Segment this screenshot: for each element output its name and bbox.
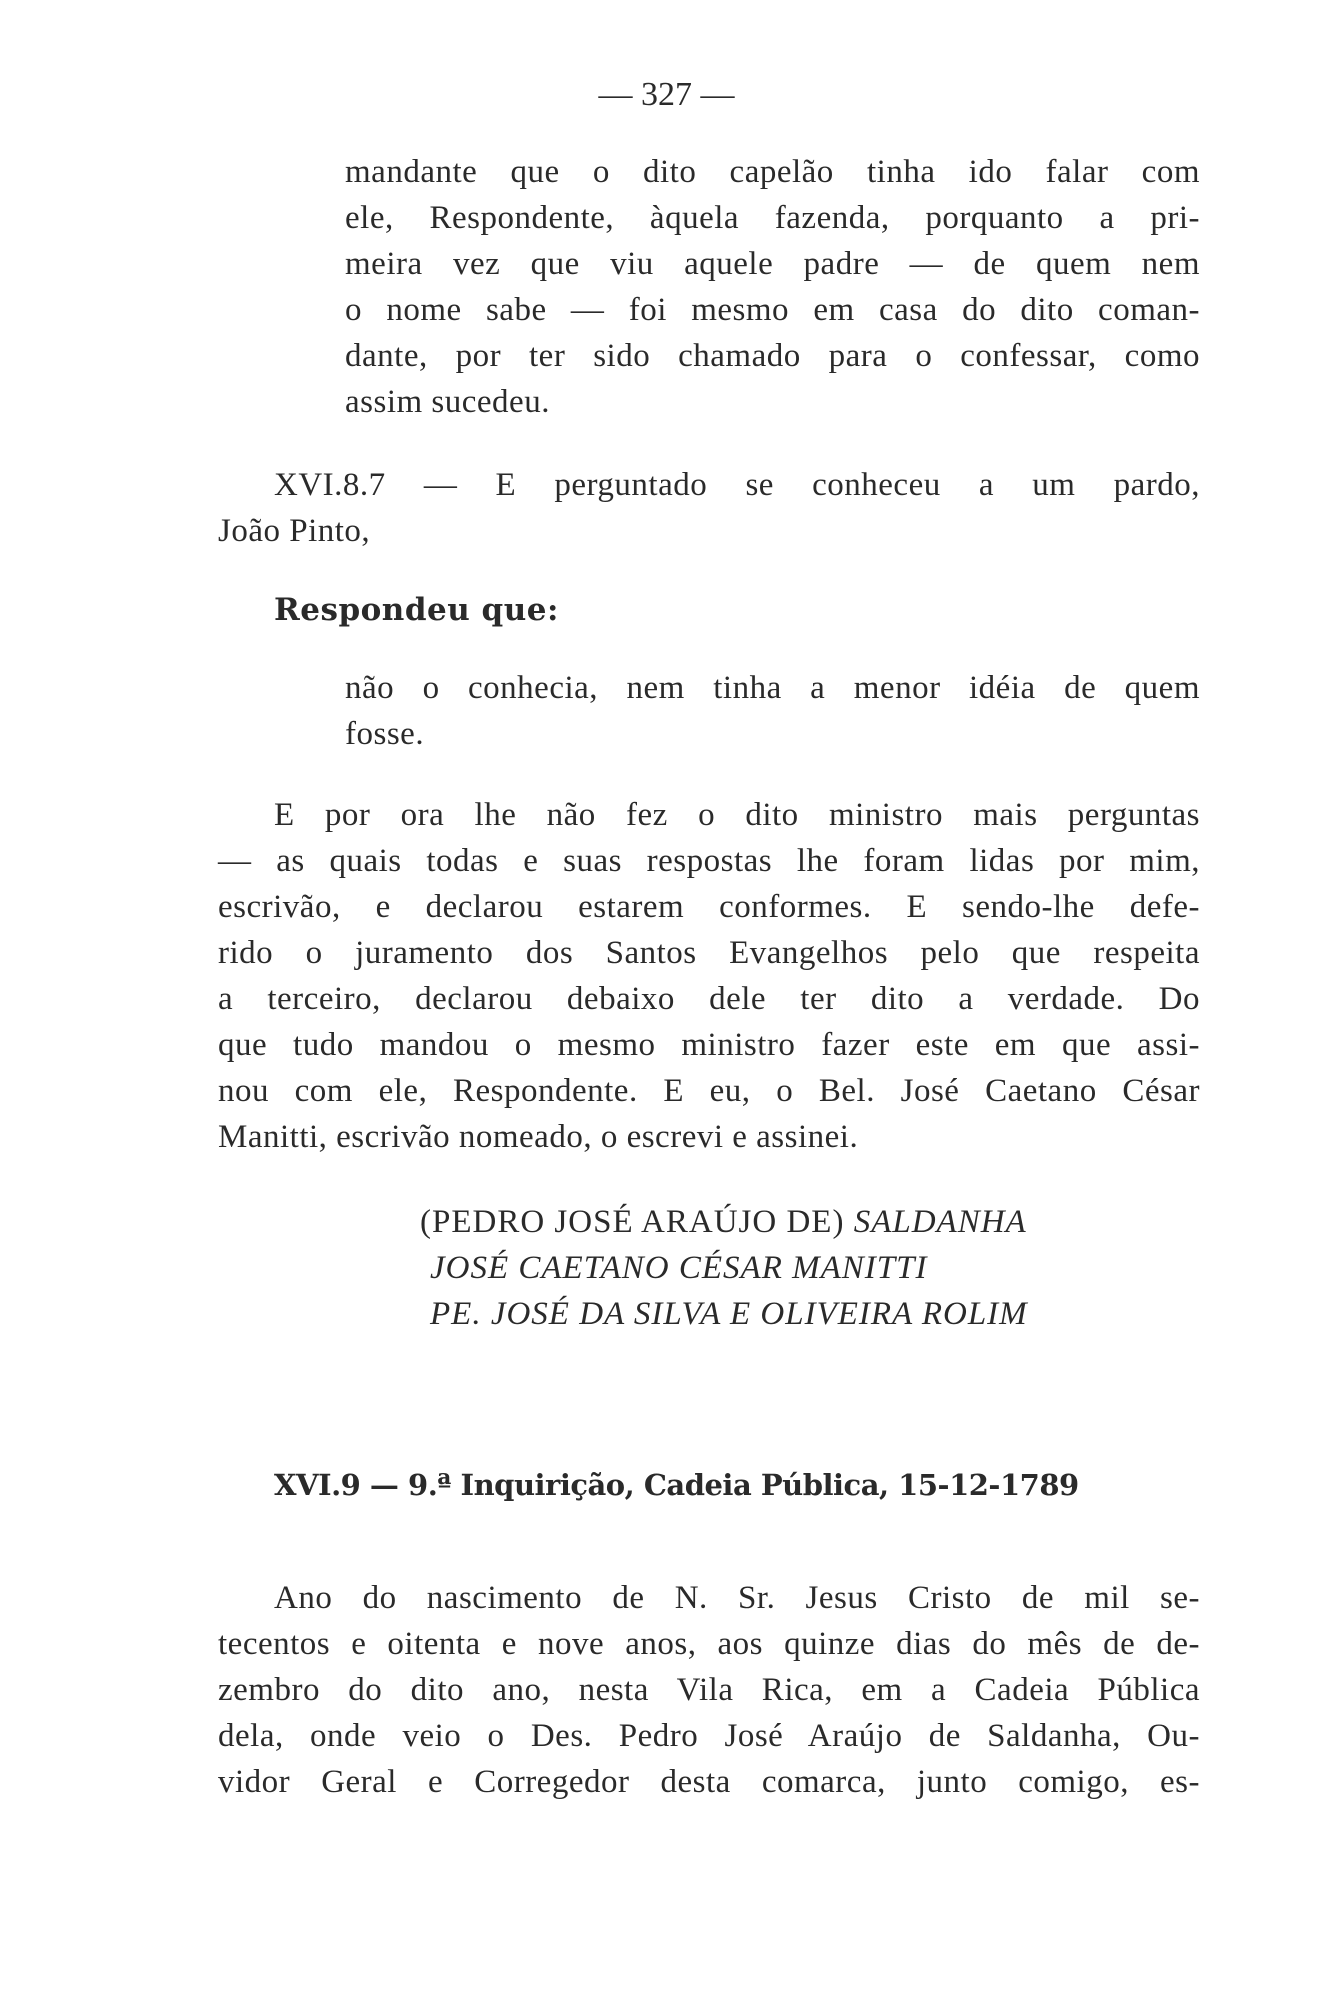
answer-line: fosse. (345, 716, 425, 752)
text-line: ele, Respondente, àquela fazenda, porquanto a pri- (345, 200, 1200, 236)
text-line: mandante que o dito capelão tinha ido falar com (345, 154, 1200, 190)
signature-rolim: PE. JOSÉ DA SILVA E OLIVEIRA ROLIM (430, 1296, 1028, 1332)
question-line: João Pinto, (218, 513, 371, 549)
text-line: E por ora lhe não fez o dito ministro mais perguntas (274, 797, 1200, 833)
text-line: vidor Geral e Corregedor desta comarca, junto comigo, es- (218, 1764, 1200, 1800)
text-line: meira vez que viu aquele padre — de quem nem (345, 246, 1200, 282)
page-number: — 327 — (598, 76, 735, 113)
signature-name: SALDANHA (853, 1204, 1027, 1240)
text-line: — as quais todas e suas respostas lhe foram lidas por mim, (218, 843, 1200, 879)
text-line: escrivão, e declarou estarem conformes. E sendo-lhe defe- (218, 889, 1200, 925)
text-line: a terceiro, declarou debaixo dele ter dito a verdade. Do (218, 981, 1200, 1017)
question-line: XVI.8.7 — E perguntado se conheceu a um pardo, (274, 467, 1200, 503)
text-line: dela, onde veio o Des. Pedro José Araújo de Saldanha, Ou- (218, 1718, 1200, 1754)
text-line: dante, por ter sido chamado para o confessar, como (345, 338, 1200, 374)
answer-label: Respondeu que: (274, 592, 559, 628)
text-line: Ano do nascimento de N. Sr. Jesus Cristo de mil se- (274, 1580, 1200, 1616)
text-line: o nome sabe — foi mesmo em casa do dito coman- (345, 292, 1200, 328)
answer-line: não o conhecia, nem tinha a menor idéia de quem (345, 670, 1200, 706)
section-heading: XVI.9 — 9.ª Inquirição, Cadeia Pública, 15-12-1789 (274, 1468, 1079, 1502)
text-line: nou com ele, Respondente. E eu, o Bel. José Caetano César (218, 1073, 1200, 1109)
text-line: rido o juramento dos Santos Evangelhos pelo que respeita (218, 935, 1200, 971)
text-line: Manitti, escrivão nomeado, o escrevi e assinei. (218, 1119, 859, 1155)
text-line: que tudo mandou o mesmo ministro fazer este em que assi- (218, 1027, 1200, 1063)
text-line: zembro do dito ano, nesta Vila Rica, em a Cadeia Pública (218, 1672, 1200, 1708)
text-line: assim sucedeu. (345, 384, 550, 420)
signature-prefix: (PEDRO JOSÉ ARAÚJO DE) (420, 1204, 845, 1240)
text-line: tecentos e oitenta e nove anos, aos quinze dias do mês de de- (218, 1626, 1200, 1662)
signature-manitti: JOSÉ CAETANO CÉSAR MANITTI (430, 1250, 928, 1286)
signature-saldanha (420, 1202, 1027, 1242)
